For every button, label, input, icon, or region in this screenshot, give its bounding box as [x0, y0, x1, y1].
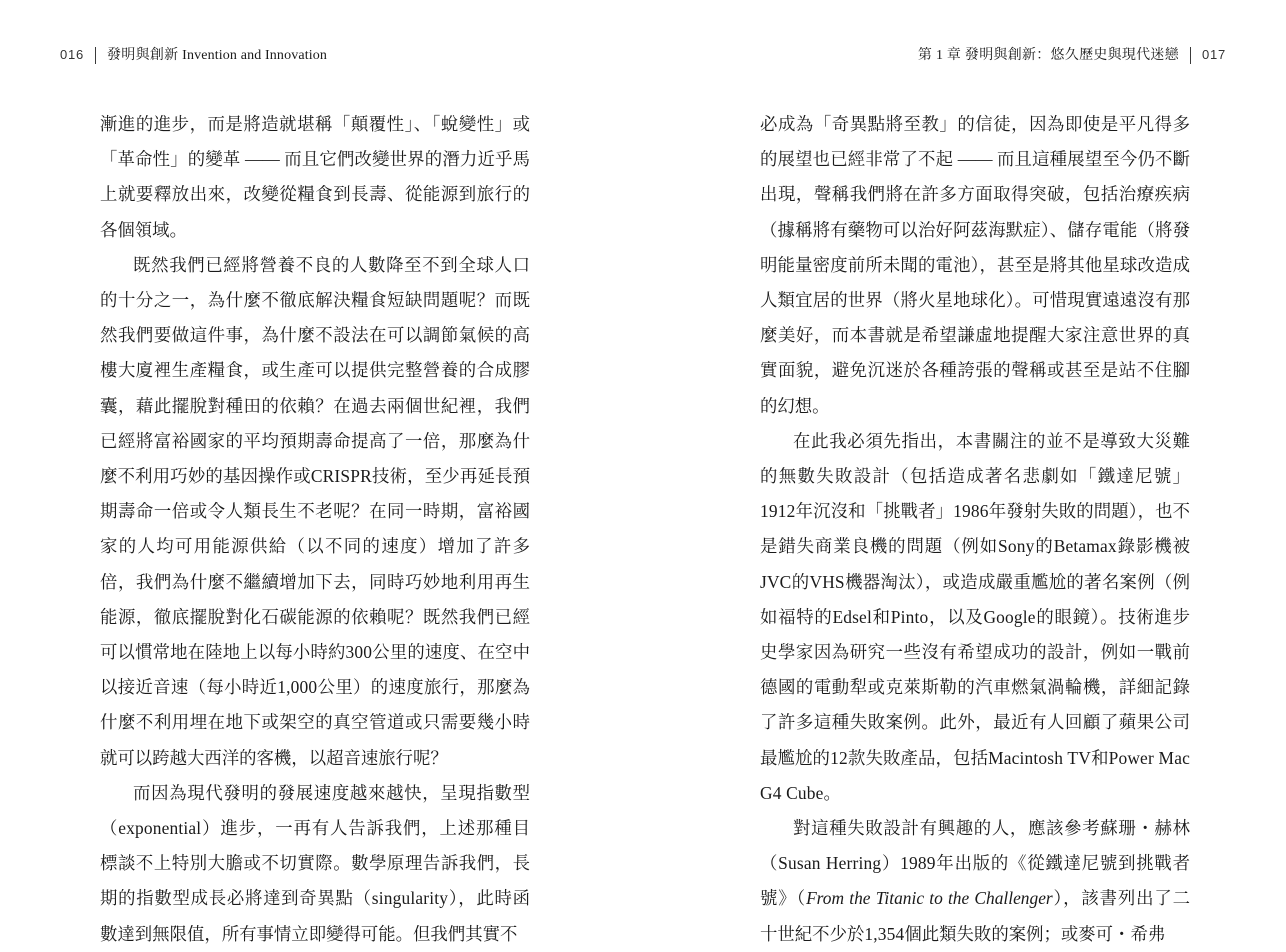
paragraph: 對這種失敗設計有興趣的人，應該參考蘇珊・赫林（Susan Herring）1989年出版的《從鐵達尼號到挑戰者號》（From the Titanic to the Challenger），該書列出了二十世紀不少於1,354個此類失敗的案例；或麥可・希弗	[760, 818, 1190, 944]
paragraph: 而因為現代發明的發展速度越來越快，呈現指數型（exponential）進步，一再有人告訴我們，上述那種目標談不上特別大膽或不切實際。數學原理告訴我們，長期的指數型成長必將達到奇異點（singularity），此時函數達到無限值，所有事情立即變得可能。但我們其實不	[100, 782, 530, 944]
right-running-head	[918, 44, 1226, 64]
paragraph: 必成為「奇異點將至教」的信徒，因為即使是平凡得多的展望也已經非常了不起 —— 而且這種展望至今仍不斷出現，聲稱我們將在許多方面取得突破，包括治療疾病（據稱將有藥物可以治好阿茲海默症）、儲存電能（將發明能量密度前所未聞的電池），甚至是將其他星球改造成人類宜居的世界（將火星地球化）。可惜現實遠遠沒有那麼美好，而本書就是希望謙虛地提醒大家注意世界的真實面貌，避免沉迷於各種誇張的聲稱或甚至是站不住腳的幻想。	[760, 114, 1190, 416]
right-page	[643, 0, 1286, 944]
paragraph: 漸進的進步，而是將造就堪稱「顛覆性」、「蛻變性」或「革命性」的變革 —— 而且它們改變世界的潛力近乎馬上就要釋放出來，改變從糧食到長壽、從能源到旅行的各個領域。	[100, 114, 530, 240]
running-head-divider	[95, 47, 96, 64]
left-running-head-title: 發明與創新 Invention and Innovation	[107, 48, 328, 63]
left-page-text	[100, 107, 530, 952]
left-page	[0, 0, 643, 944]
right-running-head-title: 第 1 章 發明與創新：悠久歷史與現代迷戀	[917, 48, 1179, 63]
left-running-head	[60, 44, 327, 64]
right-folio: 017	[1201, 46, 1226, 62]
running-head-divider	[1190, 47, 1191, 64]
paragraph: 在此我必須先指出，本書關注的並不是導致大災難的無數失敗設計（包括造成著名悲劇如「鐵達尼號」1912年沉沒和「挑戰者」1986年發射失敗的問題），也不是錯失商業良機的問題（例如Sony的Betamax錄影機被JVC的VHS機器淘汰），或造成嚴重尷尬的著名案例（例如福特的Edsel和Pinto，以及Google的眼鏡）。技術進步史學家因為研究一些沒有希望成功的設計，例如一戰前德國的電動犁或克萊斯勒的汽車燃氣渦輪機，詳細記錄了許多這種失敗案例。此外，最近有人回顧了蘋果公司最尷尬的12款失敗產品，包括Macintosh TV和Power Mac G4 Cube。	[760, 430, 1190, 803]
left-folio: 016	[60, 46, 85, 62]
right-page-text	[760, 107, 1190, 952]
paragraph: 既然我們已經將營養不良的人數降至不到全球人口的十分之一，為什麼不徹底解決糧食短缺問題呢？而既然我們要做這件事，為什麼不設法在可以調節氣候的高樓大廈裡生產糧食，或生產可以提供完整營養的合成膠囊，藉此擺脫對種田的依賴？在過去兩個世紀裡，我們已經將富裕國家的平均預期壽命提高了一倍，那麼為什麼不利用巧妙的基因操作或CRISPR技術，至少再延長預期壽命一倍或令人類長生不老呢？在同一時期，富裕國家的人均可用能源供給（以不同的速度）增加了許多倍，我們為什麼不繼續增加下去，同時巧妙地利用再生能源，徹底擺脫對化石碳能源的依賴呢？既然我們已經可以慣常地在陸地上以每小時約300公里的速度、在空中以接近音速（每小時近1,000公里）的速度旅行，那麼為什麼不利用埋在地下或架空的真空管道或只需要幾小時就可以跨越大西洋的客機，以超音速旅行呢？	[100, 254, 530, 768]
